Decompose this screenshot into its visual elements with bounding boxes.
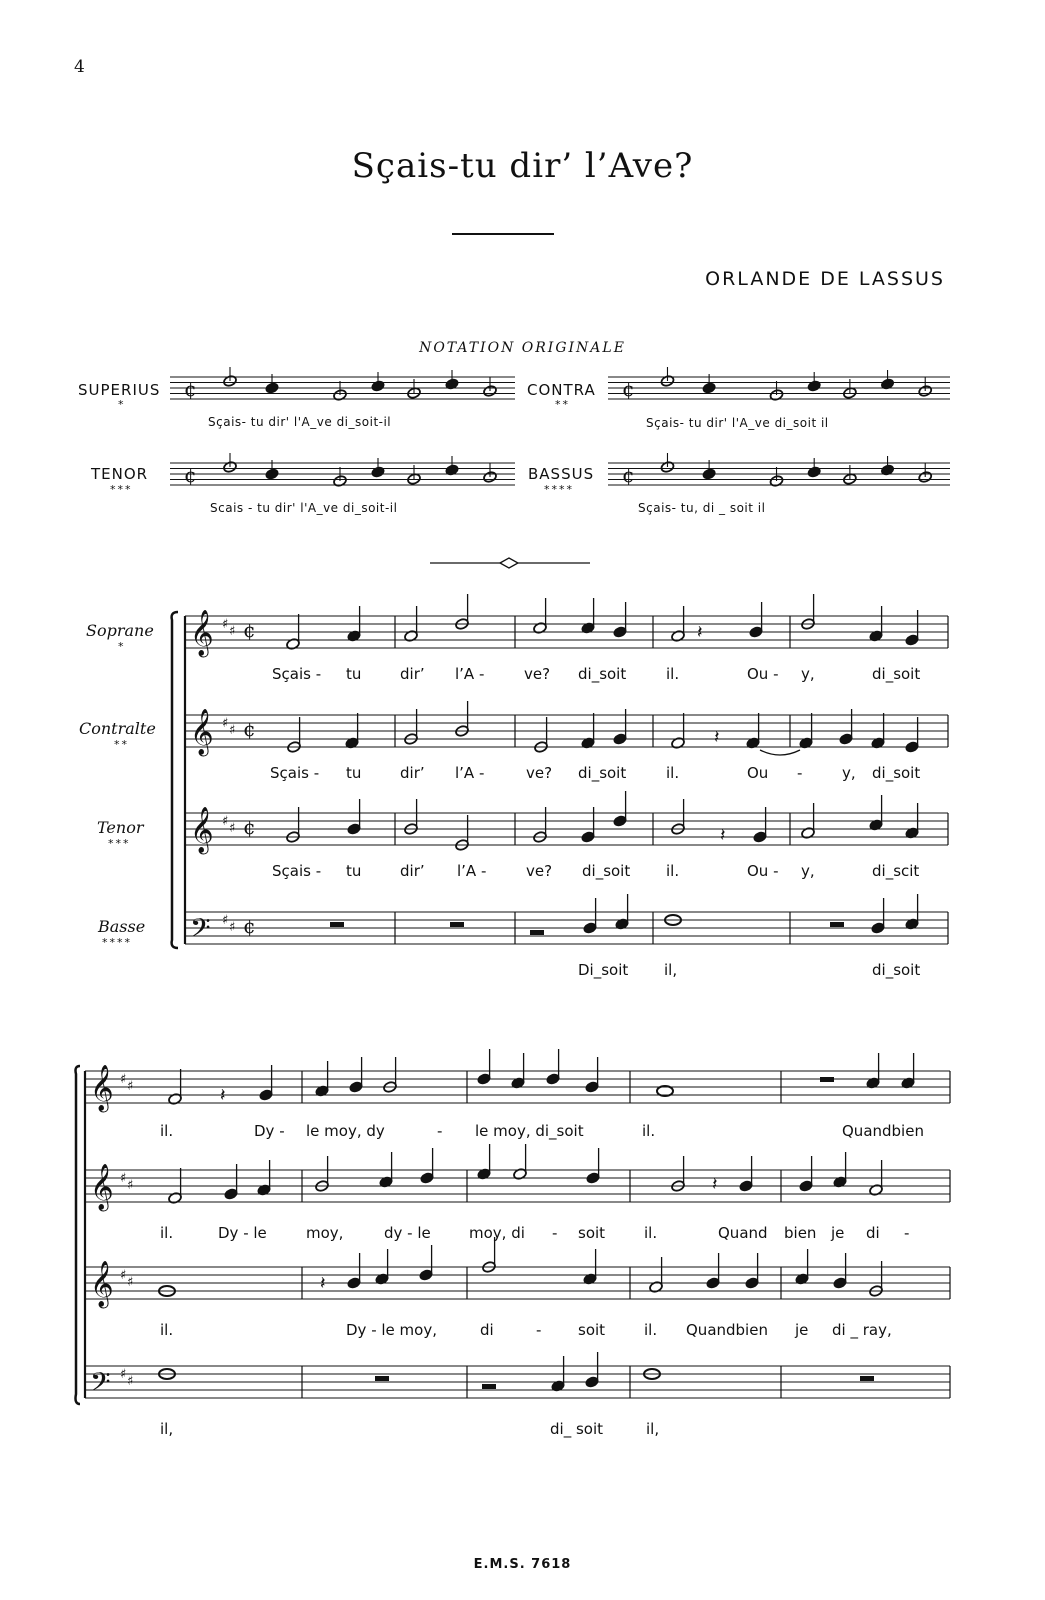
notation-heading: NOTATION ORIGINALE	[419, 340, 626, 356]
lyric-syllable: tu	[346, 665, 362, 683]
quarter-rest: 𝄽	[320, 1273, 326, 1294]
key-sharp: ♯	[229, 723, 236, 738]
lyric-syllable: Sçais -	[270, 764, 320, 782]
tie	[760, 750, 800, 755]
page-title: Sçais-tu dir’ l’Ave?	[351, 146, 694, 186]
key-sharp: ♯	[222, 814, 229, 829]
lyric-syllable: di_scit	[872, 862, 920, 880]
footer-catalog-number: E.M.S. 7618	[473, 1557, 572, 1572]
key-sharp: ♯	[222, 913, 229, 928]
lyric-syllable: Dy -	[254, 1122, 285, 1140]
lyric-syllable: tu	[346, 862, 362, 880]
page-number: 4	[74, 57, 85, 77]
key-sharp: ♯	[120, 1367, 127, 1382]
lyric-syllable: le moy, dy	[306, 1122, 385, 1140]
lyric-syllable: di _ ray,	[832, 1321, 892, 1339]
key-sharp: ♯	[229, 821, 236, 836]
rest-mark	[330, 922, 344, 927]
key-sharp: ♯	[229, 920, 236, 935]
original-staff-4	[608, 463, 950, 485]
original-voice-stars-bassus: ****	[544, 483, 574, 496]
lyric-syllable: tu	[346, 764, 362, 782]
treble-clef: 𝄞	[190, 610, 214, 656]
alla-breve-sign: ¢	[243, 618, 256, 642]
original-lyrics-superius: Sçais- tu dir' l'A_ve di_soit-il	[208, 415, 392, 429]
lyric-syllable: le moy, di_soit	[475, 1122, 584, 1140]
lyric-syllable: ve?	[526, 862, 553, 880]
system-bracket	[76, 1066, 81, 1404]
lyric-syllable: y,	[842, 764, 856, 782]
lyric-syllable: -	[437, 1122, 443, 1140]
lyric-syllable: moy,	[306, 1224, 344, 1242]
lyric-syllable: Quandbien	[842, 1122, 924, 1140]
lyric-syllable: di_soit	[578, 764, 627, 782]
lyric-syllable: moy, di	[469, 1224, 525, 1242]
lyric-syllable: Di_soit	[578, 961, 629, 979]
lyric-syllable: Sçais -	[272, 862, 322, 880]
system2-staff-3	[85, 1267, 950, 1299]
key-sharp: ♯	[127, 1178, 134, 1193]
alla-breve-sign: ¢	[184, 377, 197, 401]
original-lyrics-bassus: Sçais- tu, di _ soit il	[638, 501, 766, 515]
original-voice-stars-tenor: ***	[110, 483, 133, 496]
lyric-syllable: Dy - le moy,	[346, 1321, 437, 1339]
rest-mark	[820, 1077, 834, 1082]
treble-clef: 𝄞	[90, 1164, 114, 1210]
original-voice-stars-superius: *	[118, 398, 126, 411]
lyric-syllable: Ou	[747, 764, 769, 782]
system1-staff-4	[185, 912, 948, 944]
key-sharp: ♯	[222, 716, 229, 731]
rest-mark	[530, 930, 544, 935]
lyric-syllable: Sçais -	[272, 665, 322, 683]
bass-clef: 𝄢	[190, 912, 211, 950]
key-sharp: ♯	[127, 1275, 134, 1290]
lyric-syllable: l’A -	[455, 665, 485, 683]
lyric-syllable: di_soit	[582, 862, 631, 880]
lyric-syllable: il.	[666, 862, 680, 880]
lyric-syllable: di_ soit	[550, 1420, 603, 1438]
original-voice-label-contra: CONTRA	[527, 381, 596, 399]
key-sharp: ♯	[120, 1171, 127, 1186]
original-staff-1	[170, 377, 515, 399]
lyric-syllable: -	[797, 764, 803, 782]
quarter-rest: 𝄽	[697, 622, 703, 643]
lyric-syllable: y,	[801, 665, 815, 683]
lyric-syllable: il.	[666, 764, 680, 782]
lyric-syllable: Ou -	[747, 665, 779, 683]
lyric-syllable: il,	[646, 1420, 660, 1438]
treble-clef: 𝄞	[90, 1261, 114, 1307]
alla-breve-sign: ¢	[243, 717, 256, 741]
rest-mark	[450, 922, 464, 927]
treble-clef: 𝄞	[190, 709, 214, 755]
lyric-syllable: il,	[664, 961, 678, 979]
lyric-syllable: -	[536, 1321, 542, 1339]
lyric-syllable: il.	[644, 1224, 658, 1242]
voice-stars-contralte: **	[114, 738, 129, 751]
lyric-syllable: il.	[160, 1122, 174, 1140]
lyric-syllable: l’A -	[457, 862, 487, 880]
lyric-syllable: -	[904, 1224, 910, 1242]
key-sharp: ♯	[120, 1072, 127, 1087]
lyric-syllable: di	[866, 1224, 880, 1242]
lyric-syllable: di_soit	[578, 665, 627, 683]
key-sharp: ♯	[120, 1268, 127, 1283]
lyric-syllable: Dy - le	[218, 1224, 267, 1242]
original-staff-2	[608, 377, 950, 399]
key-sharp: ♯	[127, 1374, 134, 1389]
original-voice-label-bassus: BASSUS	[528, 465, 595, 483]
lyric-syllable: y,	[801, 862, 815, 880]
original-voice-label-tenor: TENOR	[91, 465, 149, 483]
system1-staff-3	[185, 813, 948, 845]
lyric-syllable: il.	[160, 1224, 174, 1242]
voice-name-tenor: Tenor	[97, 818, 144, 837]
lyric-syllable: di_soit	[872, 961, 921, 979]
lyric-syllable: ve?	[524, 665, 551, 683]
lyric-syllable: il.	[666, 665, 680, 683]
lyric-syllable: il,	[160, 1420, 174, 1438]
voice-stars-basse: ****	[102, 936, 132, 949]
system2-staff-4	[85, 1366, 950, 1398]
lyric-syllable: je	[831, 1224, 845, 1242]
lyric-syllable: bien	[784, 1224, 817, 1242]
original-lyrics-contra: Sçais- tu dir' l'A_ve di_soit il	[646, 416, 829, 430]
rest-mark	[860, 1376, 874, 1381]
voice-stars-soprane: *	[118, 640, 126, 653]
treble-clef: 𝄞	[90, 1065, 114, 1111]
lyric-syllable: di_soit	[872, 764, 921, 782]
lyric-syllable: ve?	[526, 764, 553, 782]
original-voice-label-superius: SUPERIUS	[78, 381, 161, 399]
lyric-syllable: dir’	[400, 665, 425, 683]
alla-breve-sign: ¢	[243, 914, 256, 938]
rest-mark	[375, 1376, 389, 1381]
ornament-diamond	[500, 558, 518, 568]
lyric-syllable: Quandbien	[686, 1321, 768, 1339]
composer-name: ORLANDE DE LASSUS	[705, 268, 945, 290]
lyric-syllable: Quand	[718, 1224, 768, 1242]
system-bracket	[172, 612, 178, 948]
lyric-syllable: il.	[160, 1321, 174, 1339]
lyric-syllable: soit	[578, 1321, 606, 1339]
lyric-syllable: il.	[644, 1321, 658, 1339]
lyric-syllable: -	[552, 1224, 558, 1242]
original-staff-3	[170, 463, 515, 485]
lyric-syllable: di_soit	[872, 665, 921, 683]
lyric-syllable: dir’	[400, 764, 425, 782]
rest-mark	[830, 922, 844, 927]
bass-clef: 𝄢	[90, 1366, 111, 1404]
alla-breve-sign: ¢	[243, 815, 256, 839]
quarter-rest: 𝄽	[220, 1085, 226, 1106]
key-sharp: ♯	[127, 1079, 134, 1094]
voice-name-soprane: Soprane	[86, 621, 154, 640]
treble-clef: 𝄞	[190, 807, 214, 853]
rest-mark	[482, 1384, 496, 1389]
lyric-syllable: il.	[642, 1122, 656, 1140]
lyric-syllable: soit	[578, 1224, 606, 1242]
original-lyrics-tenor: Scais - tu dir' l'A_ve di_soit-il	[210, 501, 398, 515]
voice-name-basse: Basse	[98, 917, 146, 936]
lyric-syllable: je	[795, 1321, 809, 1339]
original-voice-stars-contra: **	[555, 398, 570, 411]
lyric-syllable: Ou -	[747, 862, 779, 880]
quarter-rest: 𝄽	[720, 825, 726, 846]
lyric-syllable: l’A -	[455, 764, 485, 782]
quarter-rest: 𝄽	[714, 727, 720, 748]
alla-breve-sign: ¢	[622, 463, 635, 487]
lyric-syllable: dir’	[400, 862, 425, 880]
quarter-rest: 𝄽	[712, 1174, 718, 1195]
alla-breve-sign: ¢	[184, 463, 197, 487]
voice-name-contralte: Contralte	[79, 719, 156, 738]
key-sharp: ♯	[222, 617, 229, 632]
alla-breve-sign: ¢	[622, 377, 635, 401]
voice-stars-tenor: ***	[108, 837, 131, 850]
system2-staff-2	[85, 1170, 950, 1202]
lyric-syllable: di	[480, 1321, 494, 1339]
key-sharp: ♯	[229, 624, 236, 639]
lyric-syllable: dy - le	[384, 1224, 431, 1242]
